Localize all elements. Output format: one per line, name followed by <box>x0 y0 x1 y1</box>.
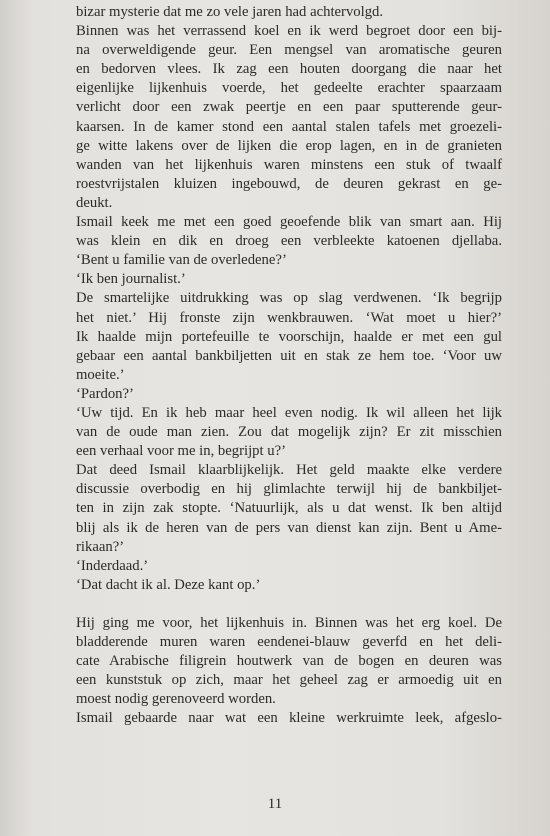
text-line: eigenlijke lijkenhuis voerde, het gedeelte erachter spaarzaam <box>76 80 502 97</box>
text-line: na overweldigende geur. Een mengsel van aromatische geuren <box>76 42 502 59</box>
text-line: een verhaal voor me in, begrijpt u?’ <box>76 443 287 460</box>
text-line: was klein en dik en droeg een verbleekte katoenen djellaba. <box>76 233 502 250</box>
text-line: ‘Ik ben journalist.’ <box>76 271 186 288</box>
text-line: bizar mysterie dat me zo vele jaren had achtervolgd. <box>76 4 384 20</box>
text-line: deukt. <box>76 194 113 211</box>
text-line: De smartelijke uitdrukking was op slag verdwenen. ‘Ik begrijp <box>76 290 502 307</box>
text-line: ge witte lakens over de lijken die erop lagen, en in de granieten <box>76 137 502 154</box>
text-line: ten in zijn zak stopte. ‘Natuurlijk, als u dat wenst. Ik ben altijd <box>76 500 502 517</box>
text-line: ‘Pardon?’ <box>76 385 134 402</box>
text-line: moest nodig gerenoveerd worden. <box>76 691 276 708</box>
text-line: Ismail keek me met een goed geoefende blik van smart aan. Hij <box>76 214 502 231</box>
text-line: ‘Uw tijd. En ik heb maar heel even nodig. Ik wil alleen het lijk <box>76 404 502 421</box>
page-number: 11 <box>267 796 283 812</box>
text-line: kaarsen. In de kamer stond een aantal stalen tafels met groezeli- <box>76 118 502 135</box>
text-line: discussie overbodig en hij glimlachte terwijl hij de bankbiljet- <box>76 481 502 498</box>
text-line: Ik haalde mijn portefeuille te voorschijn, haalde er met een gul <box>76 328 502 345</box>
text-line: het niet.’ Hij fronste zijn wenkbrauwen. ‘Wat moet u hier?’ <box>76 309 502 326</box>
text-line: gebaar een aantal bankbiljetten uit en stak ze hem toe. ‘Voor uw <box>76 347 502 364</box>
text-line: moeite.’ <box>76 366 125 383</box>
text-line: en bedorven vlees. Ik zag een houten doorgang die naar het <box>76 61 502 78</box>
text-line: ‘Inderdaad.’ <box>76 557 149 574</box>
text-line: wanden van het lijkenhuis waren minstens een stuk of twaalf <box>76 156 502 173</box>
text-line: Binnen was het verrassend koel en ik werd begroet door een bij- <box>76 23 502 40</box>
text-line: blij als ik de heren van de pers van dienst kan zijn. Bent u Ame- <box>76 519 502 536</box>
text-line: cate Arabische filigrein houtwerk van de bogen en deuren was <box>76 653 502 670</box>
text-line: Dat deed Ismail klaarblijkelijk. Het geld maakte elke verdere <box>76 462 502 479</box>
text-line: verlicht door een zwak peertje en een paar sputterende geur- <box>76 99 502 116</box>
text-line: ‘Dat dacht ik al. Deze kant op.’ <box>76 576 261 593</box>
text-line: rikaan?’ <box>76 538 125 555</box>
page-text <box>76 3 502 729</box>
text-line: Hij ging me voor, het lijkenhuis in. Binnen was het erg koel. De <box>76 615 502 631</box>
paragraph-gap <box>76 595 502 614</box>
text-line: Ismail gebaarde naar wat een kleine werkruimte leek, afgeslo- <box>76 710 502 727</box>
text-line: van de oude man zien. Zou dat mogelijk zijn? Er zit misschien <box>76 424 502 441</box>
text-line: bladderende muren waren eendenei-blauw geverfd en het deli- <box>76 634 502 651</box>
text-line: ‘Bent u familie van de overledene?’ <box>76 252 287 269</box>
text-line: een kunststuk op zich, maar het geheel zag er armoedig uit en <box>76 672 502 689</box>
text-line: roestvrijstalen kluizen ingebouwd, de deuren gekrast en ge- <box>76 175 502 192</box>
